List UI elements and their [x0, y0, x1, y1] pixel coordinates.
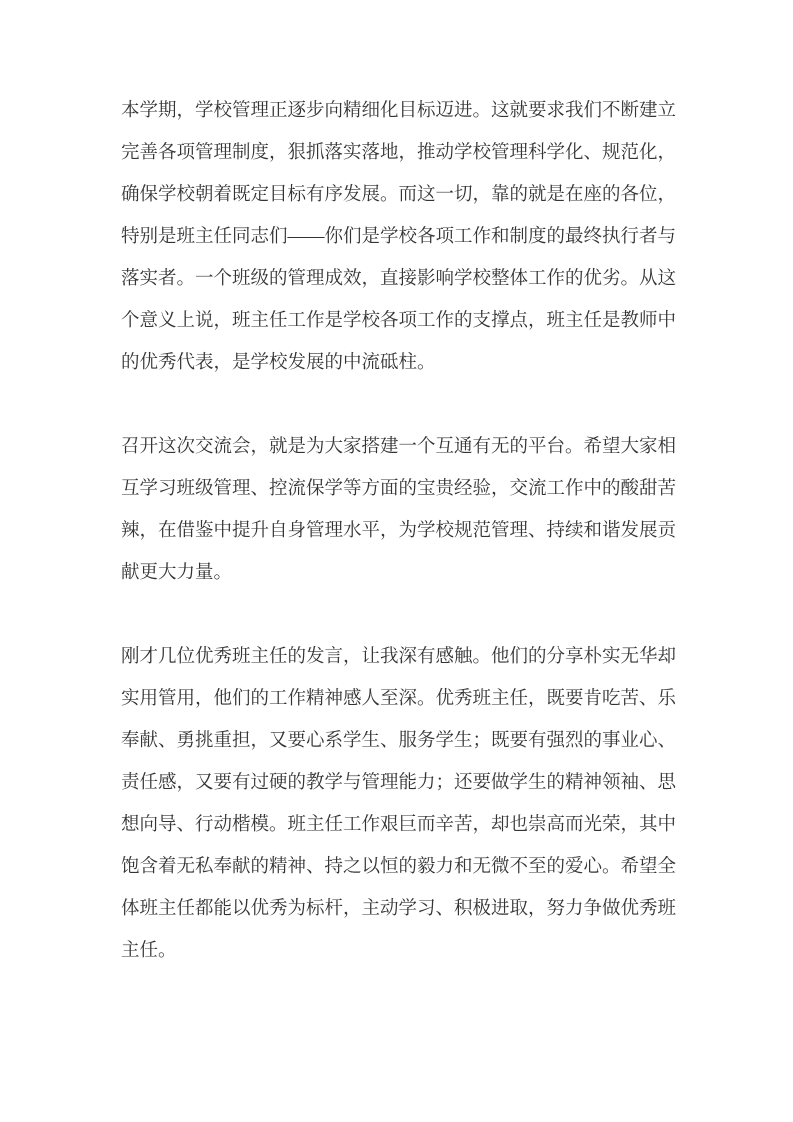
- paragraph-school-management: 本学期，学校管理正逐步向精细化目标迈进。这就要求我们不断建立完善各项管理制度，狠抓落实落地，推动学校管理科学化、规范化，确保学校朝着既定目标有序发展。而这一切，靠的就是在座的各位，特别是班主任同志们——你们是学校各项工作和制度的最终执行者与落实者。一个班级的管理成效，直接影响学校整体工作的优劣。从这个意义上说，班主任工作是学校各项工作的支撑点，班主任是教师中的优秀代表，是学校发展的中流砥柱。: [121, 101, 677, 373]
- paragraph-excellent-teachers: 刚才几位优秀班主任的发言，让我深有感触。他们的分享朴实无华却实用管用，他们的工作精神感人至深。优秀班主任，既要肯吃苦、乐奉献、勇挑重担，又要心系学生、服务学生；既要有强烈的事业心、责任感，又要有过硬的教学与管理能力；还要做学生的精神领袖、思想向导、行动楷模。班主任工作艰巨而辛苦，却也崇高而光荣，其中饱含着无私奉献的精神、持之以恒的毅力和无微不至的爱心。希望全体班主任都能以优秀为标杆，主动学习、积极进取，努力争做优秀班主任。: [121, 647, 677, 961]
- paragraph-exchange-meeting: 召开这次交流会，就是为大家搭建一个互通有无的平台。希望大家相互学习班级管理、控流保学等方面的宝贵经验，交流工作中的酸甜苦辣，在借鉴中提升自身管理水平，为学校规范管理、持续和谐发展贡献更大力量。: [121, 437, 677, 583]
